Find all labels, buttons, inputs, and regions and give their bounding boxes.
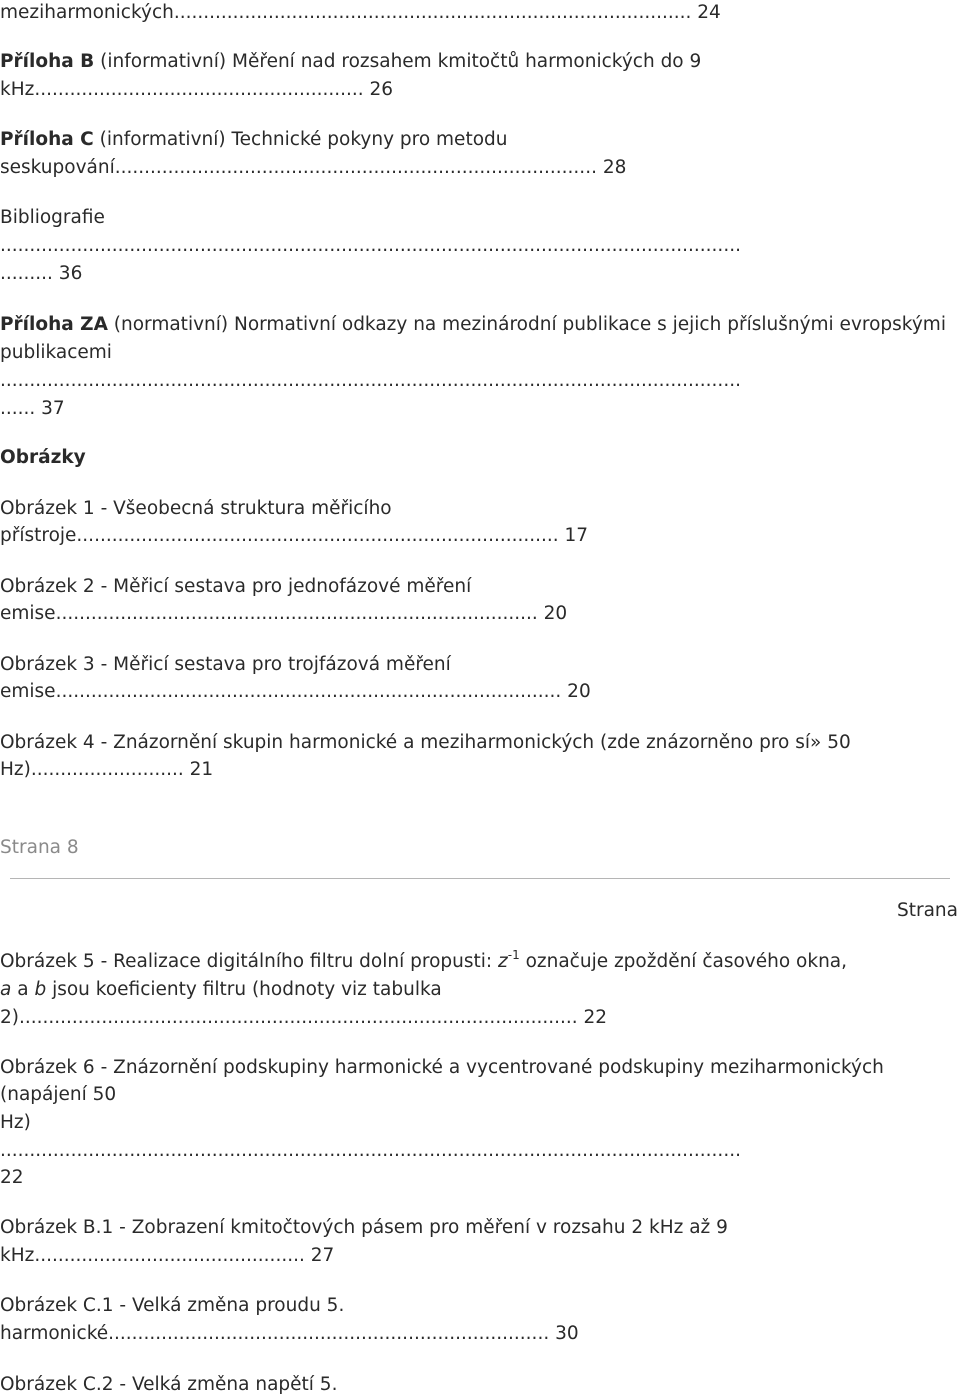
annex-b-label: Příloha B <box>0 51 95 72</box>
figure-5-title[interactable] <box>0 950 847 975</box>
toc-entry-bibliography-page[interactable]: ......... 36 <box>0 263 83 284</box>
toc-entry-bibliography-leader: .............................................................................................................................. <box>0 235 741 256</box>
figure-6-page[interactable]: 22 <box>0 1167 24 1188</box>
figure-3-page[interactable]: emise...................................................................................... 20 <box>0 681 591 702</box>
figure-1-page[interactable]: přístroje.................................................................................. 17 <box>0 525 589 546</box>
toc-entry-meziharmonicke[interactable]: meziharmonických........................................................................................ 24 <box>0 2 721 23</box>
figure-4-page[interactable]: Hz).......................... 21 <box>0 759 214 780</box>
figure-5-title-part2: označuje zpoždění časového okna, <box>519 951 848 972</box>
figure-2-title[interactable]: Obrázek 2 - Měřicí sestava pro jednofázové měření <box>0 576 472 597</box>
annex-c-label: Příloha C <box>0 129 94 150</box>
page-column-header: Strana <box>896 900 958 921</box>
figure-5-page[interactable]: 2)............................................................................................... 22 <box>0 1007 608 1028</box>
toc-entry-annex-c-title[interactable] <box>0 128 507 152</box>
toc-entry-bibliography-title[interactable]: Bibliografie <box>0 207 105 228</box>
annex-za-title: (normativní) Normativní odkazy na mezinárodní publikace s jejich příslušnými evropskými <box>107 314 946 335</box>
figure-6-title-cont[interactable]: (napájení 50 <box>0 1084 117 1105</box>
figure-5-title-cont[interactable] <box>0 978 442 1002</box>
figure-5-title-part1: Obrázek 5 - Realizace digitálního filtru dolní propusti: <box>0 951 499 972</box>
figure-6-leader: .............................................................................................................................. <box>0 1140 741 1161</box>
figure-c1-title[interactable]: Obrázek C.1 - Velká změna proudu 5. <box>0 1295 345 1316</box>
figure-5-title-part3: jsou koeficienty filtru (hodnoty viz tabulka <box>46 979 442 1000</box>
figure-5-exponent: -1 <box>507 948 520 962</box>
figure-c2-title[interactable]: Obrázek C.2 - Velká změna napětí 5. <box>0 1374 338 1395</box>
figure-1-title[interactable]: Obrázek 1 - Všeobecná struktura měřicího <box>0 498 392 519</box>
figure-5-a-symbol: a <box>0 979 12 1000</box>
page-number-label: Strana 8 <box>0 837 79 858</box>
toc-entry-annex-za-title-cont[interactable]: publikacemi <box>0 342 112 363</box>
figure-b1-page[interactable]: kHz.............................................. 27 <box>0 1245 335 1266</box>
annex-za-label: Příloha ZA <box>0 314 108 335</box>
figure-6-title-cont2[interactable]: Hz) <box>0 1112 31 1133</box>
figure-3-title[interactable]: Obrázek 3 - Měřicí sestava pro trojfázová měření <box>0 654 451 675</box>
toc-entry-annex-za-leader: .............................................................................................................................. <box>0 370 741 391</box>
figure-4-title[interactable]: Obrázek 4 - Znázornění skupin harmonické a meziharmonických (zde znázorněno pro sí» 50 <box>0 732 851 753</box>
annex-b-title: (informativní) Měření nad rozsahem kmitočtů harmonických do 9 <box>94 51 702 72</box>
figure-5-b-symbol: b <box>34 979 47 1000</box>
figure-5-and: a <box>11 979 35 1000</box>
figures-heading: Obrázky <box>0 447 86 468</box>
toc-entry-annex-za-page[interactable]: ...... 37 <box>0 398 65 419</box>
toc-entry-annex-b-title[interactable] <box>0 50 701 74</box>
figure-b1-title[interactable]: Obrázek B.1 - Zobrazení kmitočtových pásem pro měření v rozsahu 2 kHz až 9 <box>0 1217 728 1238</box>
figure-2-page[interactable]: emise.................................................................................. 20 <box>0 603 568 624</box>
figure-6-title[interactable]: Obrázek 6 - Znázornění podskupiny harmonické a vycentrované podskupiny meziharmonických <box>0 1057 884 1078</box>
toc-entry-annex-b-page[interactable]: kHz........................................................ 26 <box>0 79 394 100</box>
annex-c-title: (informativní) Technické pokyny pro metodu <box>93 129 508 150</box>
figure-c1-page[interactable]: harmonické........................................................................... 30 <box>0 1323 579 1344</box>
figure-5-z-symbol: z <box>498 951 508 972</box>
toc-entry-annex-c-page[interactable]: seskupování.................................................................................. 28 <box>0 157 627 178</box>
page-divider <box>10 878 950 879</box>
toc-entry-annex-za-title[interactable] <box>0 313 946 337</box>
